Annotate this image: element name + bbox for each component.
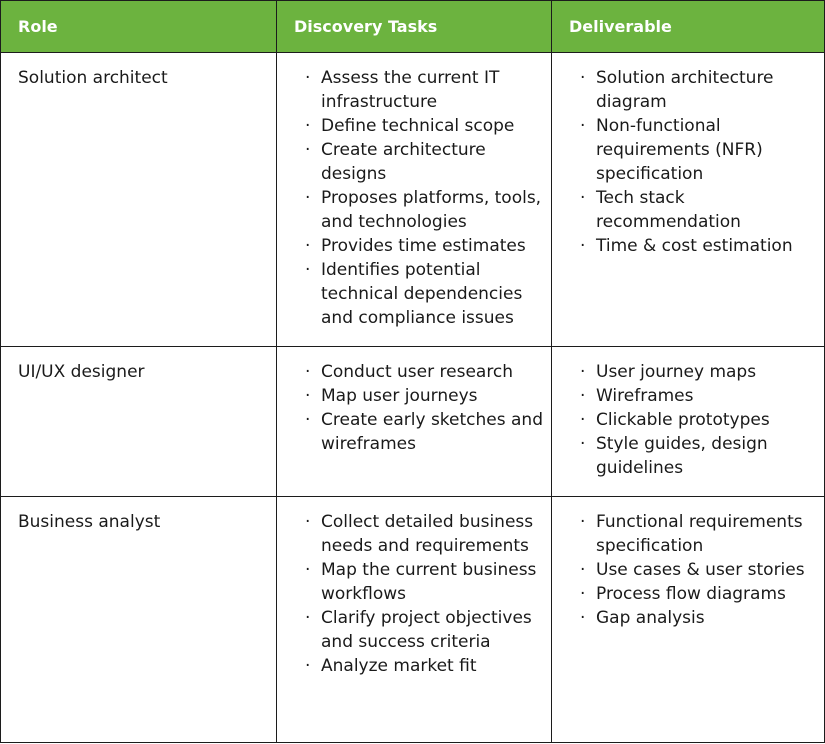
- bullet-icon: ·: [305, 260, 311, 280]
- header-role: Role: [1, 1, 277, 53]
- bullet-icon: ·: [305, 140, 311, 160]
- list-item: [580, 606, 816, 630]
- bullet-icon: ·: [305, 608, 311, 628]
- list-item: [305, 606, 543, 654]
- deliverables-list: [580, 66, 816, 258]
- deliverables-cell: [552, 347, 825, 497]
- bullet-icon: ·: [580, 608, 586, 628]
- list-item-text: Non-functional requirements (NFR) specification: [596, 116, 763, 184]
- list-item: [580, 234, 816, 258]
- header-discovery-tasks: Discovery Tasks: [277, 1, 552, 53]
- list-item: [305, 510, 543, 558]
- header-row: [1, 1, 825, 53]
- role-cell: UI/UX designer: [1, 347, 277, 497]
- tasks-list: [305, 510, 543, 678]
- list-item: [580, 408, 816, 432]
- bullet-icon: ·: [305, 656, 311, 676]
- list-item: [305, 558, 543, 606]
- bullet-icon: ·: [580, 116, 586, 136]
- list-item-text: Clarify project objectives and success criteria: [321, 608, 532, 652]
- list-item-text: Proposes platforms, tools, and technologies: [321, 188, 542, 232]
- tasks-list: [305, 360, 543, 456]
- list-item-text: Solution architecture diagram: [596, 68, 774, 112]
- bullet-icon: ·: [580, 236, 586, 256]
- bullet-icon: ·: [305, 512, 311, 532]
- header-deliverable: Deliverable: [552, 1, 825, 53]
- list-item: [305, 408, 543, 456]
- list-item-text: Process flow diagrams: [596, 584, 786, 604]
- bullet-icon: ·: [580, 560, 586, 580]
- bullet-icon: ·: [580, 434, 586, 454]
- list-item-text: Wireframes: [596, 386, 694, 406]
- list-item: [580, 66, 816, 114]
- bullet-icon: ·: [305, 560, 311, 580]
- deliverables-cell: [552, 497, 825, 743]
- bullet-icon: ·: [305, 188, 311, 208]
- role-cell: Solution architect: [1, 53, 277, 347]
- list-item-text: Time & cost estimation: [596, 236, 793, 256]
- list-item: [580, 510, 816, 558]
- deliverables-list: [580, 360, 816, 480]
- bullet-icon: ·: [305, 410, 311, 430]
- list-item: [305, 66, 543, 114]
- table-row: [1, 347, 825, 497]
- list-item: [305, 654, 543, 678]
- tasks-cell: [277, 497, 552, 743]
- table-row: [1, 497, 825, 743]
- list-item: [580, 582, 816, 606]
- bullet-icon: ·: [305, 236, 311, 256]
- list-item-text: Use cases & user stories: [596, 560, 805, 580]
- list-item-text: Identifies potential technical dependencies and compliance issues: [321, 260, 523, 328]
- list-item-text: Gap analysis: [596, 608, 705, 628]
- list-item-text: Define technical scope: [321, 116, 515, 136]
- list-item-text: Map the current business workflows: [321, 560, 537, 604]
- list-item: [580, 384, 816, 408]
- deliverables-list: [580, 510, 816, 630]
- role-cell: Business analyst: [1, 497, 277, 743]
- list-item: [305, 186, 543, 234]
- list-item-text: Collect detailed business needs and requirements: [321, 512, 534, 556]
- tasks-cell: [277, 53, 552, 347]
- bullet-icon: ·: [580, 68, 586, 88]
- list-item-text: Assess the current IT infrastructure: [321, 68, 500, 112]
- bullet-icon: ·: [305, 362, 311, 382]
- list-item: [305, 138, 543, 186]
- deliverables-cell: [552, 53, 825, 347]
- list-item: [305, 384, 543, 408]
- list-item: [305, 258, 543, 330]
- bullet-icon: ·: [580, 188, 586, 208]
- list-item-text: Style guides, design guidelines: [596, 434, 768, 478]
- table-row: [1, 53, 825, 347]
- list-item-text: Functional requirements specification: [596, 512, 803, 556]
- bullet-icon: ·: [305, 116, 311, 136]
- bullet-icon: ·: [580, 512, 586, 532]
- list-item-text: Conduct user research: [321, 362, 514, 382]
- list-item-text: Analyze market fit: [321, 656, 477, 676]
- table-header: [1, 1, 825, 53]
- bullet-icon: ·: [305, 68, 311, 88]
- list-item: [580, 558, 816, 582]
- list-item: [580, 360, 816, 384]
- bullet-icon: ·: [580, 584, 586, 604]
- list-item: [305, 360, 543, 384]
- list-item: [580, 432, 816, 480]
- list-item-text: User journey maps: [596, 362, 757, 382]
- table-body: [1, 53, 825, 743]
- list-item: [580, 186, 816, 234]
- list-item-text: Map user journeys: [321, 386, 478, 406]
- bullet-icon: ·: [305, 386, 311, 406]
- tasks-cell: [277, 347, 552, 497]
- bullet-icon: ·: [580, 362, 586, 382]
- list-item-text: Clickable prototypes: [596, 410, 770, 430]
- list-item-text: Create early sketches and wireframes: [321, 410, 543, 454]
- bullet-icon: ·: [580, 386, 586, 406]
- list-item-text: Provides time estimates: [321, 236, 526, 256]
- list-item: [580, 114, 816, 186]
- list-item: [305, 114, 543, 138]
- list-item-text: Create architecture designs: [321, 140, 486, 184]
- bullet-icon: ·: [580, 410, 586, 430]
- list-item: [305, 234, 543, 258]
- tasks-list: [305, 66, 543, 330]
- list-item-text: Tech stack recommendation: [596, 188, 741, 232]
